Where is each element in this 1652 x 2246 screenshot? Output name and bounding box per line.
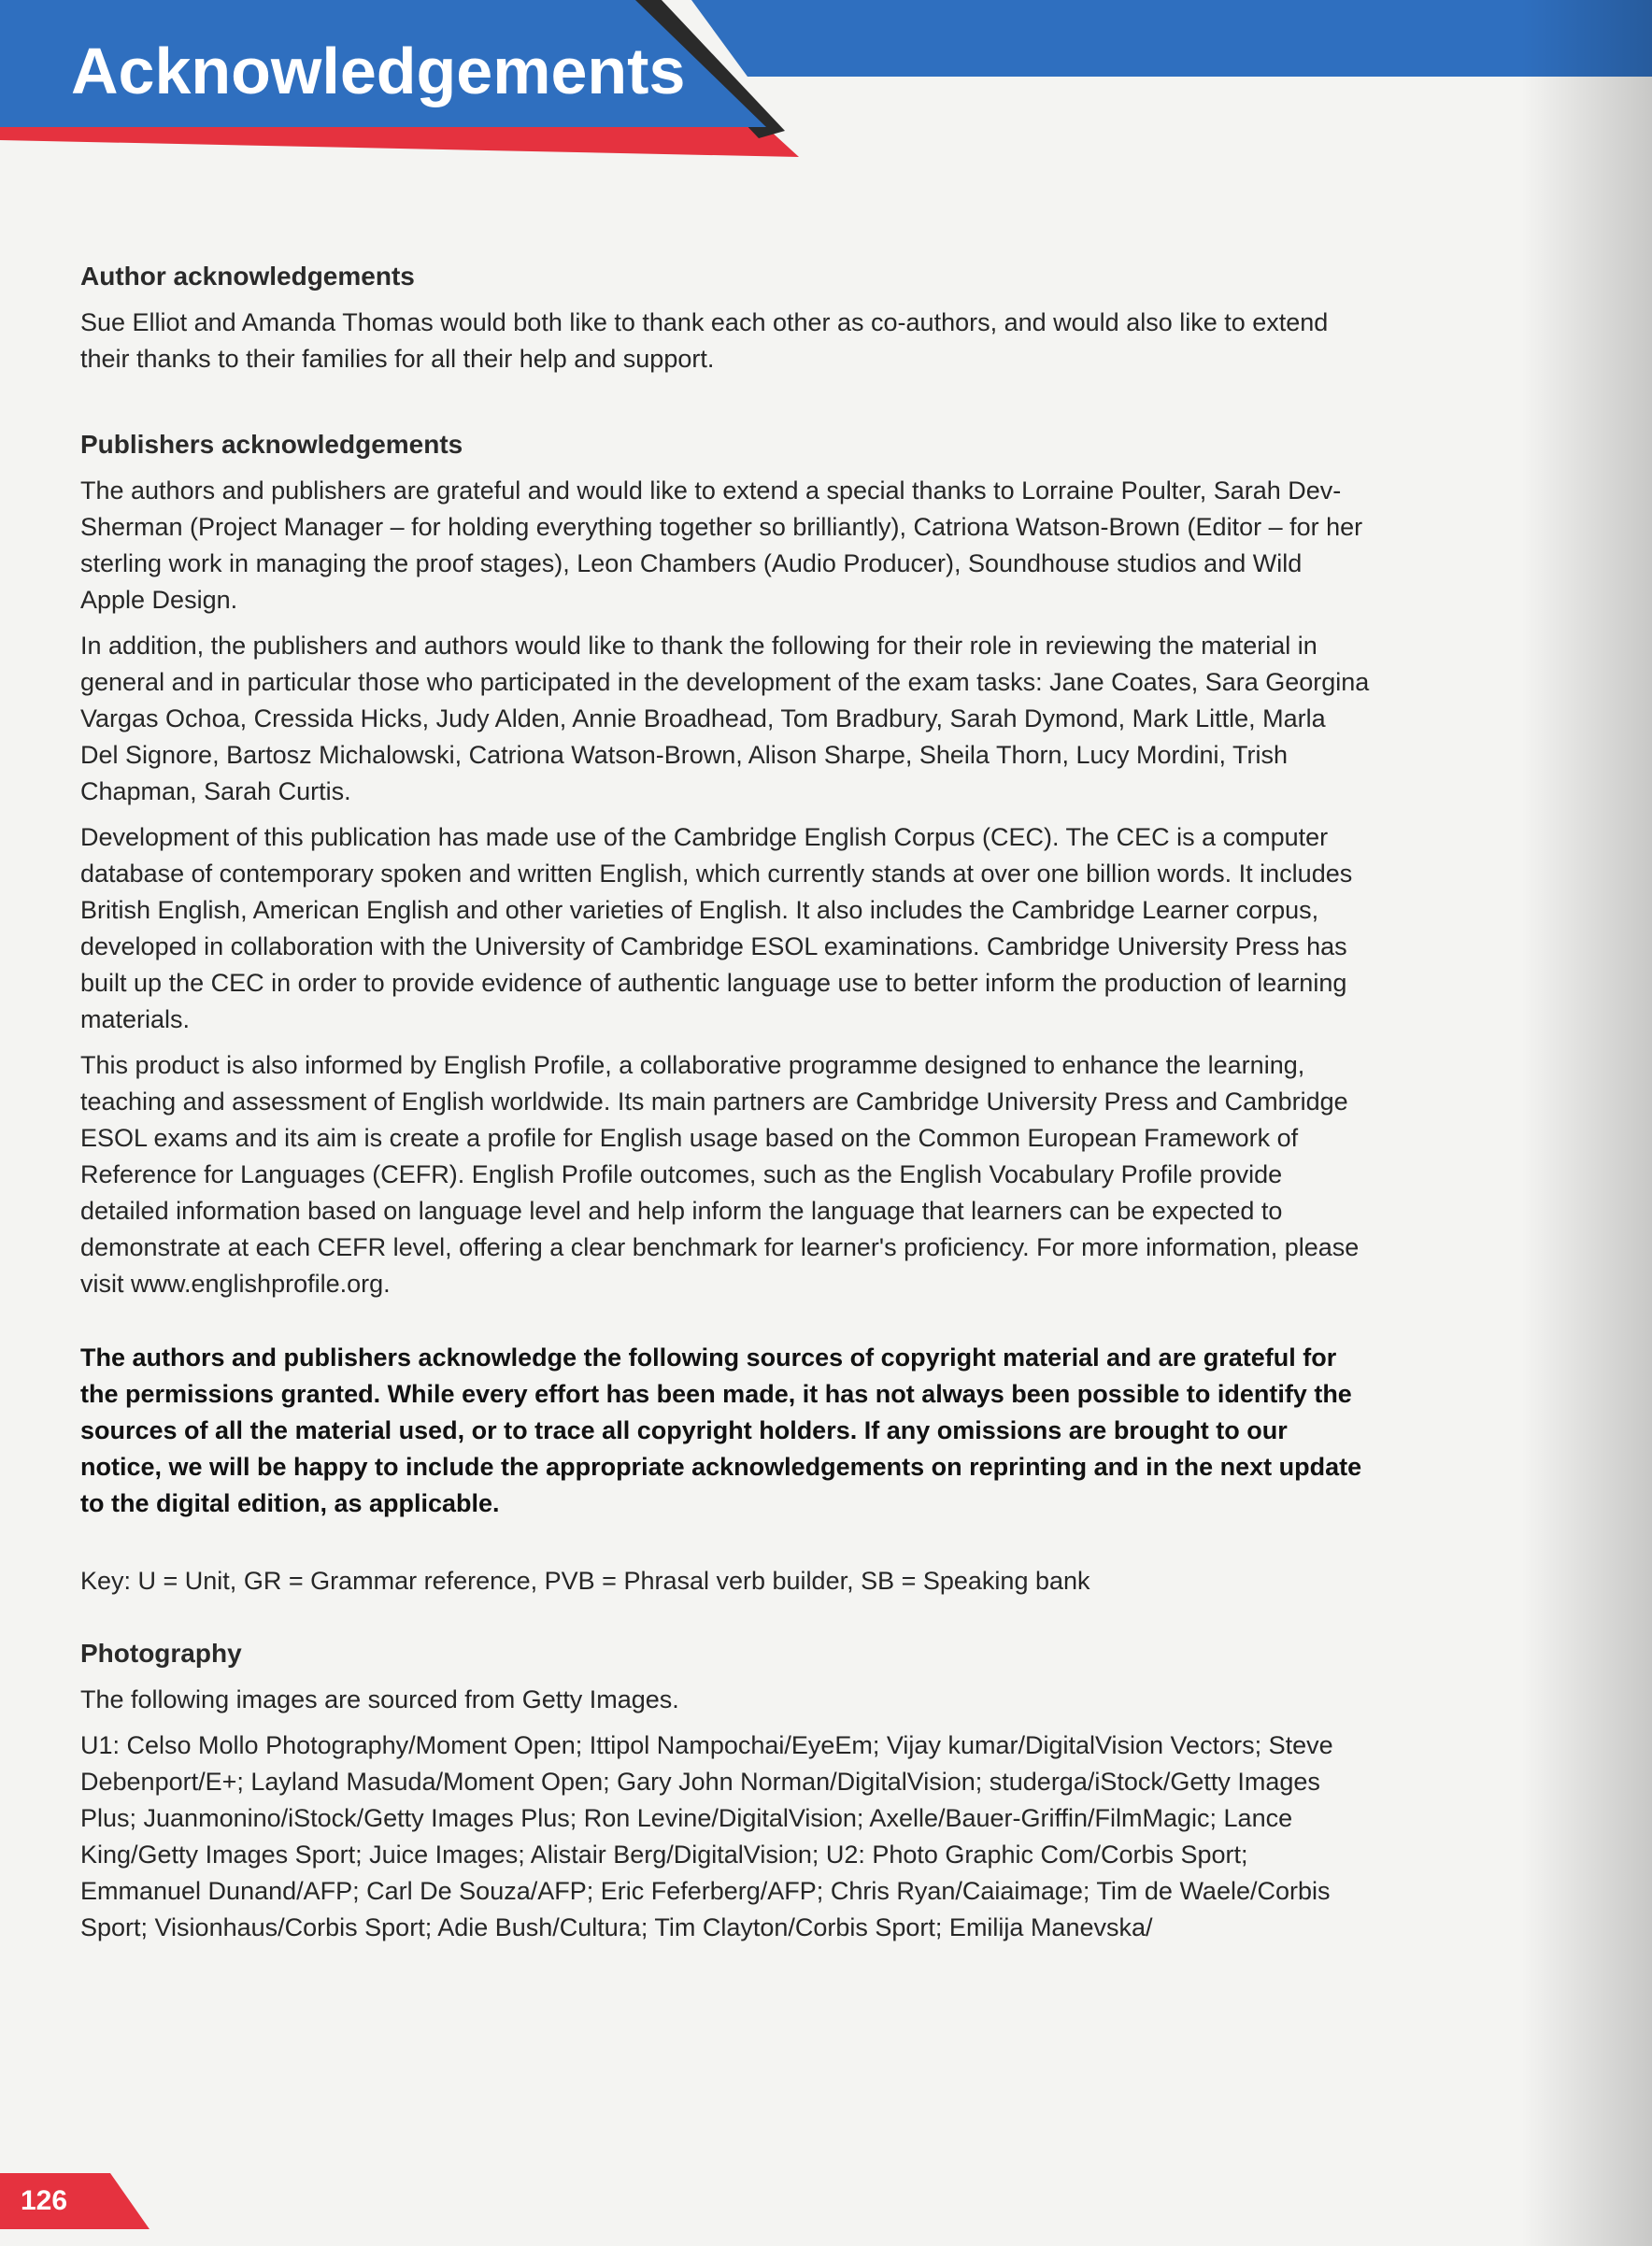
page-number: 126 <box>21 2185 68 2216</box>
photography-heading: Photography <box>80 1639 242 1668</box>
header-blue-right <box>691 0 1652 77</box>
photography-credits: U1: Celso Mollo Photography/Moment Open; Ittipol Nampochai/EyeEm; Vijay kumar/DigitalVision Vectors; Steve Debenport/E+; Layland Masuda/Moment Open; Gary John Norman/DigitalVision; studerga/iStock/Getty Images Plus; Juanmonino/iStock/Getty Images Plus; Ron Levine/DigitalVision; Axelle/Bauer-Griffin/FilmMagic; Lance King/Getty Images Sport; Juice Images; Alistair Berg/DigitalVision; U2: Photo Graphic Com/Corbis Sport; Emmanuel Dunand/AFP; Carl De Souza/AFP; Eric Feferberg/AFP; Chris Ryan/Caiaimage; Tim de Waele/Corbis Sport; Visionhaus/Corbis Sport; Adie Bush/Cultura; Tim Clayton/Corbis Sport; Emilija Manevska/ <box>80 1731 1333 1941</box>
main-content <box>80 260 1370 1955</box>
photography-intro: The following images are sourced from Getty Images. <box>80 1685 679 1713</box>
header-red-stripe <box>0 127 799 157</box>
page-edge-shadow <box>1521 0 1652 2246</box>
publishers-ack-paragraph-1: The authors and publishers are grateful and would like to extend a special thanks to Lorraine Poulter, Sarah Dev-Sherman (Project Manager – for holding everything together so brilliantly), Catriona Watson-Brown (Editor – for her sterling work in managing the proof stages), Leon Chambers (Audio Producer), Soundhouse studios and Wild Apple Design. <box>80 476 1363 614</box>
publishers-ack-heading: Publishers acknowledgements <box>80 430 463 459</box>
author-ack-text: Sue Elliot and Amanda Thomas would both like to thank each other as co-authors, and would also like to extend their thanks to their families for all their help and support. <box>80 308 1329 373</box>
publishers-ack-paragraph-4: This product is also informed by English Profile, a collaborative programme designed to enhance the learning, teaching and assessment of English worldwide. Its main partners are Cambridge University Press and Cambridge ESOL exams and its aim is create a profile for English usage based on the Common European Framework of Reference for Languages (CEFR). English Profile outcomes, such as the English Vocabulary Profile provide detailed information based on language level and help inform the language that learners can be expected to demonstrate at each CEFR level, offering a clear benchmark for learner's proficiency. For more information, please visit www.englishprofile.org. <box>80 1051 1360 1298</box>
publishers-ack-paragraph-2: In addition, the publishers and authors would like to thank the following for their role in reviewing the material in general and in particular those who participated in the development of the exam tasks: Jane Coates, Sara Georgina Vargas Ochoa, Cressida Hicks, Judy Alden, Annie Broadhead, Tom Bradbury, Sarah Dymond, Mark Little, Marla Del Signore, Bartosz Michalowski, Catriona Watson-Brown, Alison Sharpe, Sheila Thorn, Lucy Mordini, Trish Chapman, Sarah Curtis. <box>80 632 1370 805</box>
author-ack-heading: Author acknowledgements <box>80 262 415 291</box>
publishers-ack-paragraph-3: Development of this publication has made use of the Cambridge English Corpus (CEC). The CEC is a computer database of contemporary spoken and written English, which currently stands at over one billion words. It includes British English, American English and other varieties of English. It also includes the Cambridge Learner corpus, developed in collaboration with the University of Cambridge ESOL examinations. Cambridge University Press has built up the CEC in order to provide evidence of authentic language use to better inform the production of learning materials. <box>80 823 1353 1033</box>
key-line: Key: U = Unit, GR = Grammar reference, PVB = Phrasal verb builder, SB = Speaking bank <box>80 1567 1090 1595</box>
page-title: Acknowledgements <box>71 35 686 107</box>
copyright-notice: The authors and publishers acknowledge the following sources of copyright material and are grateful for the permissions granted. While every effort has been made, it has not always been possible to identify the sources of all the material used, or to trace all copyright holders. If any omissions are brought to our notice, we will be happy to include the appropriate acknowledgements on reprinting and in the next update to the digital edition, as applicable. <box>80 1343 1362 1517</box>
